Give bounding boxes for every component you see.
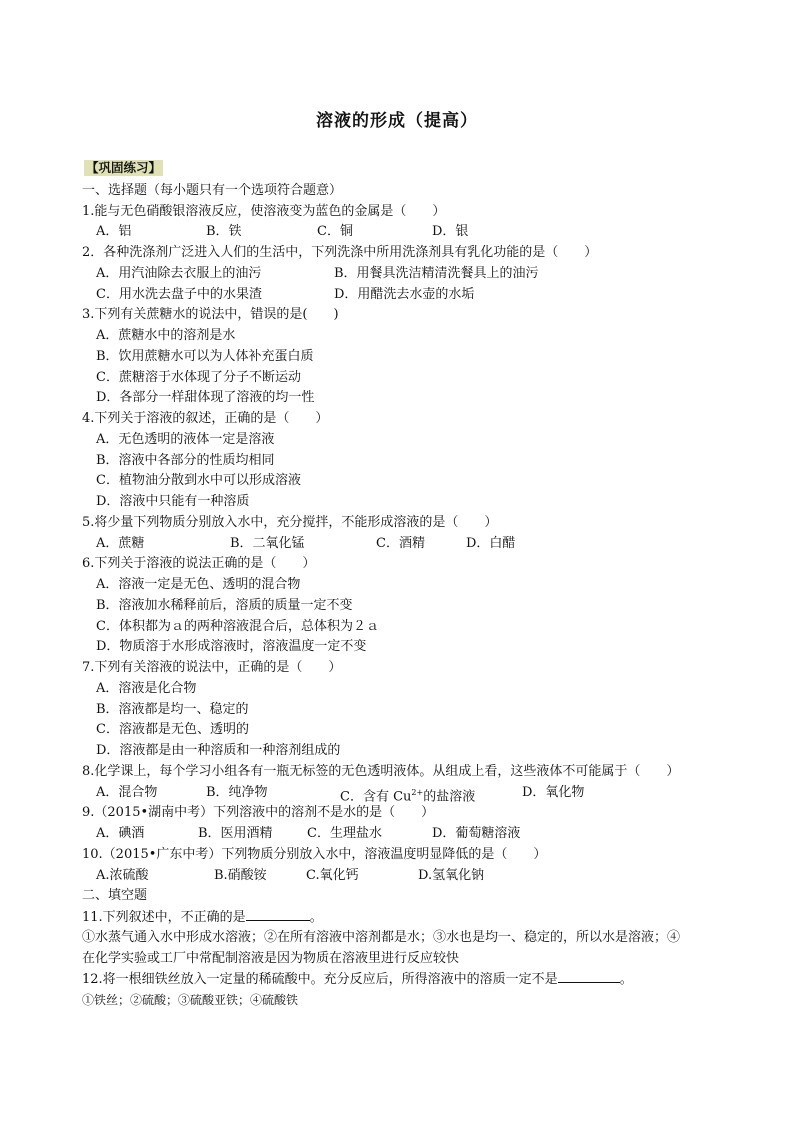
q3-option-a: A．蔗糖水中的溶剂是水 xyxy=(96,328,236,343)
q7-option-d: D．溶液都是由一种溶质和一种溶剂组成的 xyxy=(96,743,341,758)
q2-option-b: B．用餐具洗洁精清洗餐具上的油污 xyxy=(334,266,539,281)
q1-stem: 1.能与无色硝酸银溶液反应，使溶液变为蓝色的金属是（ ） xyxy=(82,204,446,219)
q1-option-b: B．铁 xyxy=(206,224,242,239)
q3-option-c: C．蔗糖溶于水体现了分子不断运动 xyxy=(96,370,301,385)
q5-option-b: B．二氧化锰 xyxy=(230,536,305,551)
q8-option-c-prefix: C．含有 Cu xyxy=(340,789,412,805)
q9-option-c: C．生理盐水 xyxy=(307,826,382,841)
q8-option-c-superscript: 2+ xyxy=(411,788,424,797)
q7-option-b: B．溶液都是均一、稳定的 xyxy=(96,702,249,717)
q5-option-d: D．白醋 xyxy=(466,536,516,551)
page-title: 溶液的形成（提高） xyxy=(316,111,478,131)
q1-option-c: C．铜 xyxy=(317,224,353,239)
q10-option-b: B.硝酸铵 xyxy=(214,868,267,883)
q8-option-b: B．纯净物 xyxy=(206,785,268,800)
q4-stem: 4.下列关于溶液的叙述，正确的是（ ） xyxy=(82,411,329,426)
q8-option-c-suffix: 的盐溶液 xyxy=(423,789,476,805)
q5-option-c: C．酒精 xyxy=(376,536,425,551)
q9-option-d: D．葡萄糖溶液 xyxy=(432,826,521,841)
q9-option-a: A．碘酒 xyxy=(96,826,145,841)
q11-stem-end: 。 xyxy=(309,910,323,925)
q11-statements-line2: 在化学实验或工厂中常配制溶液是因为物质在溶液里进行反应较快 xyxy=(82,951,460,966)
q6-stem: 6.下列关于溶液的说法正确的是（ ） xyxy=(82,556,316,571)
q12-stem-end: 。 xyxy=(619,972,633,987)
q12-answer-blank[interactable] xyxy=(558,969,620,983)
q5-stem: 5.将少量下列物质分别放入水中，充分搅拌，不能形成溶液的是（ ） xyxy=(82,515,498,530)
q4-option-a: A．无色透明的液体一定是溶液 xyxy=(96,432,275,447)
q7-stem: 7.下列有关溶液的说法中，正确的是（ ） xyxy=(82,660,342,675)
q12-stem xyxy=(82,969,633,990)
q3-stem: 3.下列有关蔗糖水的说法中，错误的是( ) xyxy=(82,307,339,322)
q8-stem: 8.化学课上，每个学习小组各有一瓶无标签的无色透明液体。从组成上看，这些液体不可能属于（ ） xyxy=(82,764,680,779)
q10-option-c: C.氧化钙 xyxy=(306,868,359,883)
q3-option-b: B．饮用蔗糖水可以为人体补充蛋白质 xyxy=(96,349,314,364)
q11-stem xyxy=(82,907,323,928)
q6-option-b: B．溶液加水稀释前后，溶质的质量一定不变 xyxy=(96,598,353,613)
q2-option-a: A．用汽油除去衣服上的油污 xyxy=(96,266,262,281)
q10-option-d: D.氢氧化钠 xyxy=(418,868,485,883)
section-tag: 【巩固练习】 xyxy=(86,160,162,175)
part1-heading: 一、选择题（每小题只有一个选项符合题意） xyxy=(82,183,343,198)
q4-option-b: B．溶液中各部分的性质均相同 xyxy=(96,453,275,468)
part2-heading: 二、填空题 xyxy=(82,888,148,903)
q2-option-c: C．用水洗去盘子中的水果渣 xyxy=(96,287,262,302)
q1-option-a: A．铝 xyxy=(96,224,132,239)
q11-statements-line1: ①水蒸气通入水中形成水溶液；②在所有溶液中溶剂都是水；③水也是均一、稳定的，所以水是溶液；④ xyxy=(82,930,681,945)
q6-option-c: C．体积都为ａ的两种溶液混合后，总体积为２ａ xyxy=(96,619,379,634)
q6-option-d: D．物质溶于水形成溶液时，溶液温度一定不变 xyxy=(96,639,367,654)
q3-option-d: D．各部分一样甜体现了溶液的均一性 xyxy=(96,390,315,405)
q6-option-a: A．溶液一定是无色、透明的混合物 xyxy=(96,577,301,592)
q8-option-a: A．混合物 xyxy=(96,785,158,800)
q2-stem: 2．各种洗涤剂广泛进入人们的生活中，下列洗涤中所用洗涤剂具有乳化功能的是（ ） xyxy=(82,245,598,260)
q11-stem-text: 11.下列叙述中，不正确的是 xyxy=(82,910,246,925)
q12-options: ①铁丝；②硫酸；③硫酸亚铁；④硫酸铁 xyxy=(82,993,299,1007)
q9-stem: 9.（2015•湖南中考）下列溶液中的溶剂不是水的是（ ） xyxy=(82,805,435,820)
q7-option-a: A．溶液是化合物 xyxy=(96,681,197,696)
q4-option-d: D．溶液中只能有一种溶质 xyxy=(96,494,250,509)
q12-stem-text: 12.将一根细铁丝放入一定量的稀硫酸中。充分反应后，所得溶液中的溶质一定不是 xyxy=(82,972,558,987)
q4-option-c: C．植物油分散到水中可以形成溶液 xyxy=(96,473,301,488)
q7-option-c: C．溶液都是无色、透明的 xyxy=(96,722,249,737)
q11-answer-blank[interactable] xyxy=(246,907,310,921)
q10-stem: 10.（2015•广东中考）下列物质分别放入水中，溶液温度明显降低的是（ ） xyxy=(82,847,547,862)
q9-option-b: B．医用酒精 xyxy=(198,826,273,841)
q1-option-d: D．银 xyxy=(432,224,469,239)
q2-option-d: D．用醋洗去水壶的水垢 xyxy=(334,287,475,302)
q10-option-a: A.浓硫酸 xyxy=(96,868,149,883)
q5-option-a: A．蔗糖 xyxy=(96,536,145,551)
q8-option-d: D．氧化物 xyxy=(522,785,585,800)
